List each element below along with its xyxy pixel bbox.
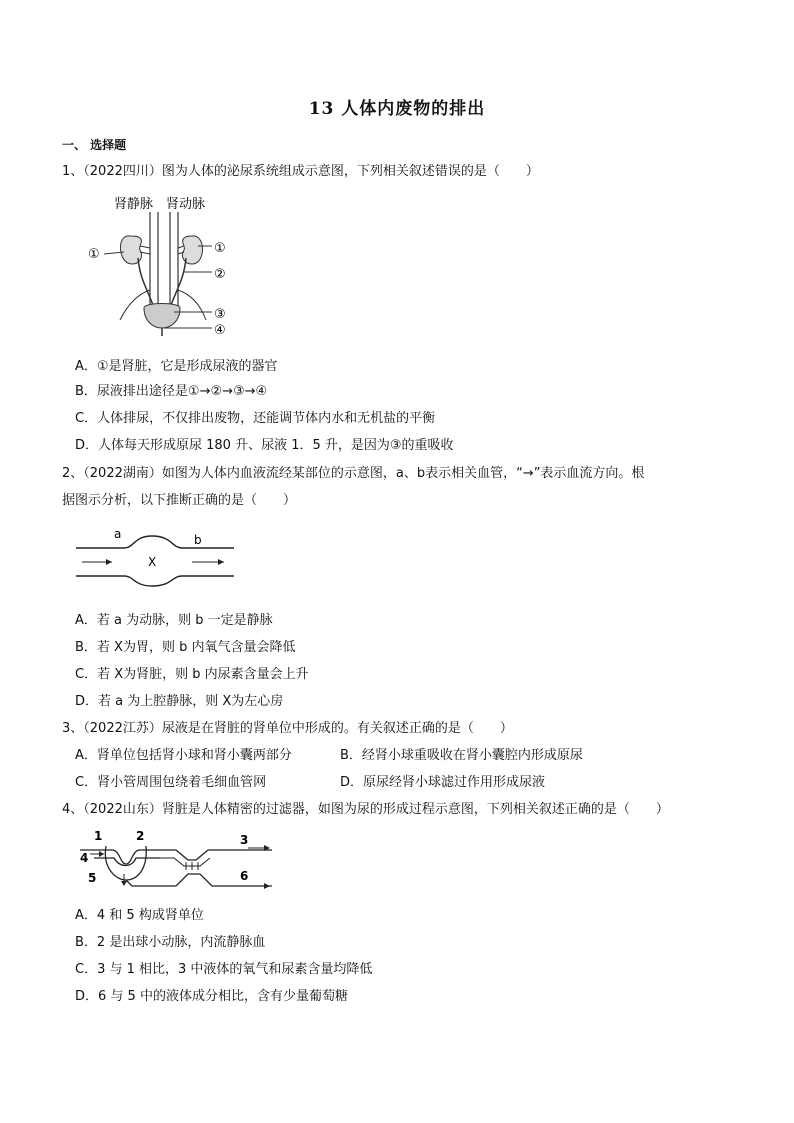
q2-stem-line1: 2、（2022湖南）如图为人体内血液流经某部位的示意图，a、b表示相关血管，“→”表示血流方向。根	[62, 466, 645, 481]
figure-marker-1-left: ①	[88, 247, 100, 262]
urine-formation-figure	[76, 828, 276, 892]
q4-option-a: A．4 和 5 构成肾单位	[75, 908, 204, 923]
section-heading: 一、 选择题	[62, 138, 127, 152]
q4-option-d: D．6 与 5 中的液体成分相比，含有少量葡萄糖	[75, 989, 348, 1004]
figure-number-3: 3	[240, 833, 249, 847]
q3-option-b: B．经肾小球重吸收在肾小囊腔内形成原尿	[340, 748, 583, 763]
page-title: 13 人体内废物的排出	[308, 99, 486, 119]
q1-option-a: A．①是肾脏，它是形成尿液的器官	[75, 359, 278, 374]
figure-marker-2: ②	[214, 267, 226, 282]
q3-option-d: D．原尿经肾小球滤过作用形成尿液	[340, 775, 546, 790]
q3-stem: 3、（2022江苏）尿液是在肾脏的肾单位中形成的。有关叙述正确的是（ ）	[62, 721, 513, 736]
q2-option-c: C．若 X为肾脏，则 b 内尿素含量会上升	[75, 667, 309, 682]
q4-option-b: B．2 是出球小动脉，内流静脉血	[75, 935, 266, 950]
q1-option-d: D．人体每天形成原尿 180 升、尿液 1．5 升，是因为③的重吸收	[75, 438, 454, 453]
q3-option-c: C．肾小管周围包绕着毛细血管网	[75, 775, 267, 790]
figure-label-a: a	[114, 527, 122, 541]
blood-flow-figure	[76, 528, 246, 588]
figure-number-2: 2	[136, 829, 145, 843]
figure-marker-1-right: ①	[214, 241, 226, 256]
figure-marker-4: ④	[214, 323, 226, 338]
urinary-system-figure	[82, 190, 242, 340]
q3-option-a: A．肾单位包括肾小球和肾小囊两部分	[75, 748, 292, 763]
q2-option-d: D．若 a 为上腔静脉，则 X为左心房	[75, 694, 284, 709]
q4-stem: 4、（2022山东）肾脏是人体精密的过滤器，如图为尿的形成过程示意图，下列相关叙述正确的是（ ）	[62, 802, 669, 817]
figure-number-5: 5	[88, 871, 97, 885]
q2-option-b: B．若 X为胃，则 b 内氧气含量会降低	[75, 640, 296, 655]
figure-label-x: X	[148, 555, 157, 569]
q1-option-c: C．人体排尿，不仅排出废物，还能调节体内水和无机盐的平衡	[75, 411, 436, 426]
figure-label-renal-vein: 肾静脉	[114, 197, 154, 212]
q1-stem: 1、（2022四川）图为人体的泌尿系统组成示意图，下列相关叙述错误的是（ ）	[62, 164, 539, 179]
figure-label-renal-artery: 肾动脉	[166, 197, 206, 212]
figure-number-6: 6	[240, 869, 249, 883]
q4-option-c: C．3 与 1 相比，3 中液体的氧气和尿素含量均降低	[75, 962, 373, 977]
figure-marker-3: ③	[214, 307, 226, 322]
figure-number-4: 4	[80, 851, 89, 865]
figure-label-b: b	[194, 533, 202, 547]
q2-option-a: A．若 a 为动脉，则 b 一定是静脉	[75, 613, 273, 628]
q2-stem-line2: 据图示分析，以下推断正确的是（ ）	[62, 493, 297, 508]
figure-number-1: 1	[94, 829, 103, 843]
q1-option-b: B．尿液排出途径是①→②→③→④	[75, 384, 268, 399]
